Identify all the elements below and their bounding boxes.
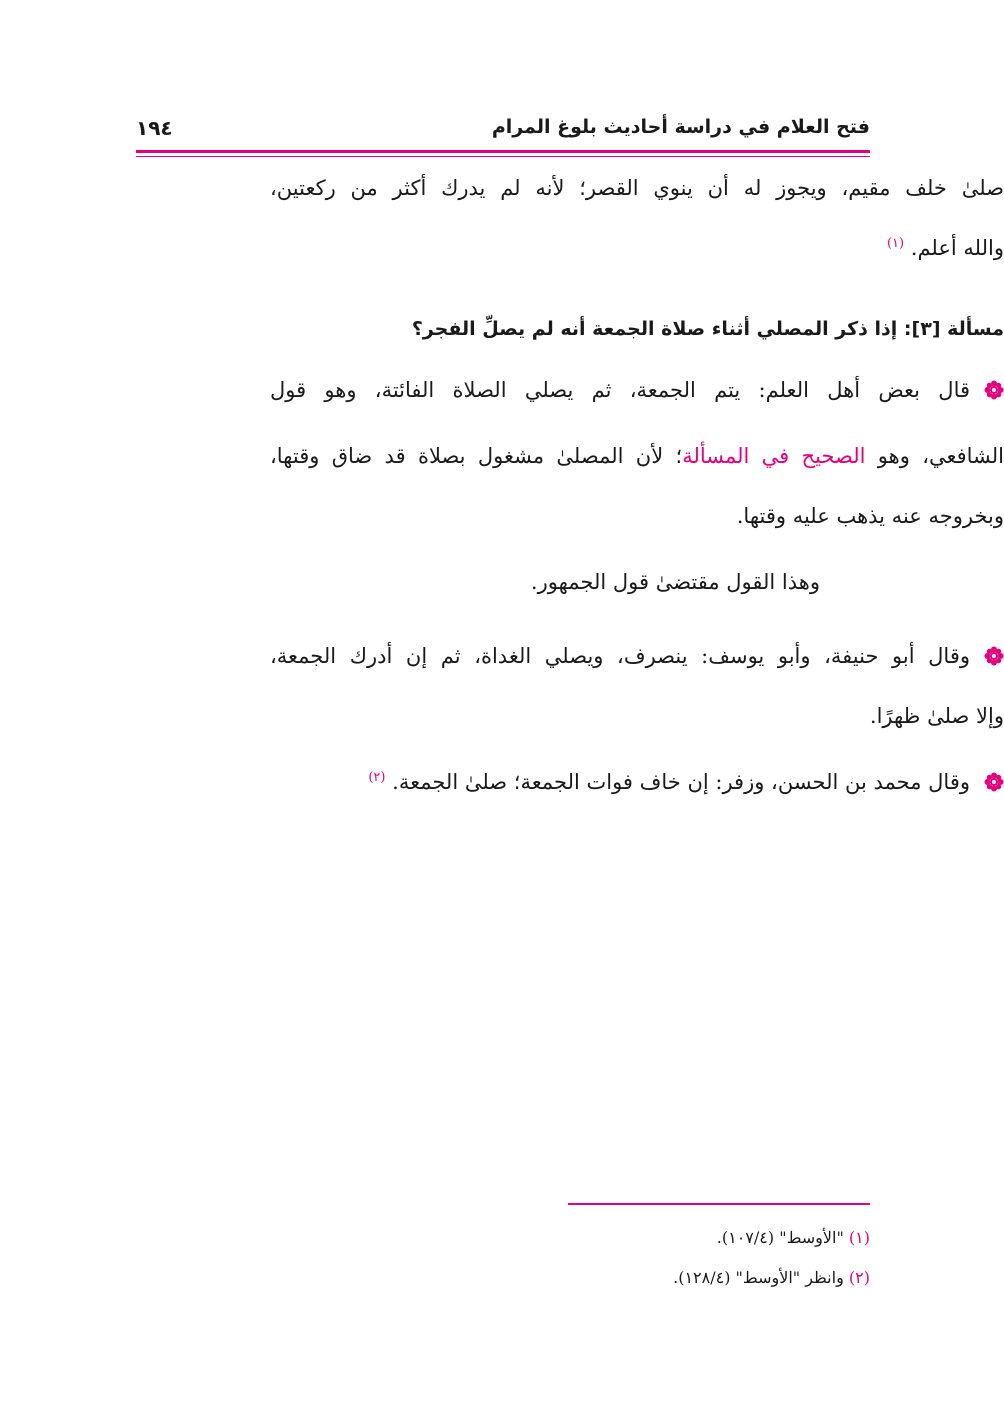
paragraph-1-line-2 (270, 236, 1004, 260)
footnote-1 (717, 1228, 870, 1247)
footnote-text: "الأوسط" (١٠٧/٤). (716, 1228, 844, 1247)
paragraph-4-line-2: وإلا صلىٰ ظهرًا. (869, 704, 1004, 728)
footnote-number: (١) (848, 1228, 870, 1247)
footnote-ref-2[interactable]: (٢) (368, 770, 386, 785)
paragraph-2-text-1: قال بعض أهل العلم: يتم الجمعة، ثم يصلي الصلاة الفائتة، وهو قول (270, 378, 971, 402)
book-title: فتح العلام في دراسة أحاديث بلوغ المرام (491, 116, 870, 138)
paragraph-3-line-1: وهذا القول مقتضىٰ قول الجمهور. (530, 570, 820, 594)
running-header (136, 112, 870, 148)
header-rule (136, 150, 870, 153)
paragraph-4-line-1 (270, 644, 1004, 668)
header-rule-secondary (136, 156, 870, 157)
footnote-separator (568, 1203, 870, 1205)
page-number: ١٩٤ (136, 116, 173, 140)
rosette-icon (984, 380, 1004, 400)
footnote-2 (673, 1268, 870, 1287)
paragraph-2-line-1 (270, 378, 1004, 402)
section-heading: مسألة [٣]: إذا ذكر المصلي أثناء صلاة الجمعة أنه لم يصلِّ الفجر؟ (411, 318, 1004, 340)
paragraph-1-text: والله أعلم. (910, 236, 1004, 260)
paragraph-2-line-3: وبخروجه عنه يذهب عليه وقتها. (736, 504, 1004, 528)
paragraph-2-text-2a: الشافعي، وهو (877, 444, 1004, 468)
paragraph-2-text-2b: ؛ لأن المصلىٰ مشغول بصلاة قد ضاق وقتها، (270, 444, 683, 468)
rosette-icon (984, 772, 1004, 792)
paragraph-5-text-1: وقال محمد بن الحسن، وزفر: إن خاف فوات الجمعة؛ صلىٰ الجمعة. (392, 770, 970, 794)
footnote-number: (٢) (848, 1268, 870, 1287)
footnote-ref-1[interactable]: (١) (886, 236, 905, 251)
footnote-text: وانظر "الأوسط" (١٢٨/٤). (673, 1268, 844, 1287)
paragraph-5-line-1 (270, 770, 1004, 794)
rosette-icon (984, 646, 1004, 666)
highlighted-phrase: الصحيح في المسألة (682, 444, 866, 468)
paragraph-4-text-1: وقال أبو حنيفة، وأبو يوسف: ينصرف، ويصلي الغداة، ثم إن أدرك الجمعة، (270, 644, 970, 668)
paragraph-1-line-1: صلىٰ خلف مقيم، ويجوز له أن ينوي القصر؛ لأنه لم يدرك أكثر من ركعتين، (270, 176, 1004, 200)
paragraph-2-line-2 (270, 444, 1004, 468)
